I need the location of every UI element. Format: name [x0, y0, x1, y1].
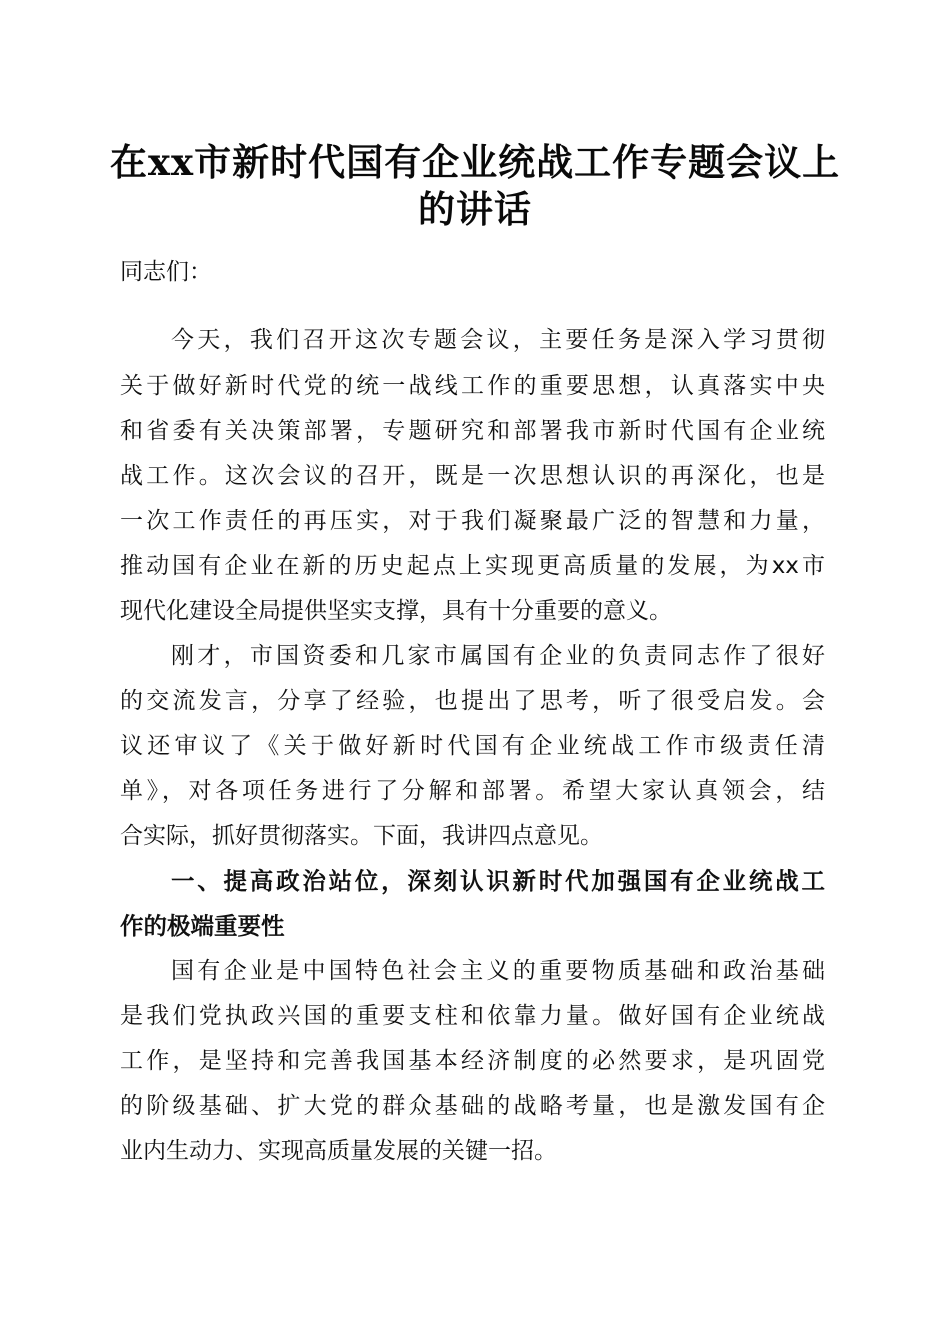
paragraph-2-line-4: 单》，对各项任务进行了分解和部署。希望大家认真领会，结	[120, 778, 825, 804]
section-heading-1-line-2: 作的极端重要性	[120, 912, 285, 940]
paragraph-2-line-3: 议还审议了《关于做好新时代国有企业统战工作市级责任清	[120, 733, 825, 759]
paragraph-2-line-2: 的交流发言，分享了经验，也提出了思考，听了很受启发。会	[120, 688, 825, 714]
paragraph-3-line-5: 业内生动力、实现高质量发展的关键一招。	[120, 1138, 557, 1164]
section-heading-1-line-1: 一、提高政治站位，深刻认识新时代加强国有企业统战工	[171, 867, 825, 895]
paragraph-1-line-7: 现代化建设全局提供坚实支撑，具有十分重要的意义。	[120, 598, 672, 624]
paragraph-3-line-1: 国有企业是中国特色社会主义的重要物质基础和政治基础	[171, 958, 825, 984]
paragraph-1-line-2: 关于做好新时代党的统一战线工作的重要思想，认真落实中央	[120, 373, 825, 399]
paragraph-2-line-1: 刚才，市国资委和几家市属国有企业的负责同志作了很好	[171, 643, 825, 669]
salutation: 同志们：	[120, 259, 212, 285]
paragraph-3-line-2: 是我们党执政兴国的重要支柱和依靠力量。做好国有企业统战	[120, 1003, 825, 1029]
paragraph-1-line-1: 今天，我们召开这次专题会议，主要任务是深入学习贯彻	[171, 327, 825, 353]
paragraph-3-line-4: 的阶级基础、扩大党的群众基础的战略考量，也是激发国有企	[120, 1093, 825, 1119]
paragraph-1-line-4: 战工作。这次会议的召开，既是一次思想认识的再深化，也是	[120, 463, 825, 489]
paragraph-3-line-3: 工作，是坚持和完善我国基本经济制度的必然要求，是巩固党	[120, 1048, 825, 1074]
paragraph-1-line-3: 和省委有关决策部署，专题研究和部署我市新时代国有企业统	[120, 418, 825, 444]
document-title-line-1: 在xx市新时代国有企业统战工作专题会议上	[110, 140, 841, 184]
paragraph-2-line-5: 合实际，抓好贯彻落实。下面，我讲四点意见。	[120, 823, 603, 849]
paragraph-1-line-6: 推动国有企业在新的历史起点上实现更高质量的发展，为xx市	[120, 553, 825, 579]
document-title-line-2: 的讲话	[418, 187, 532, 231]
paragraph-1-line-5: 一次工作责任的再压实，对于我们凝聚最广泛的智慧和力量，	[120, 508, 825, 534]
